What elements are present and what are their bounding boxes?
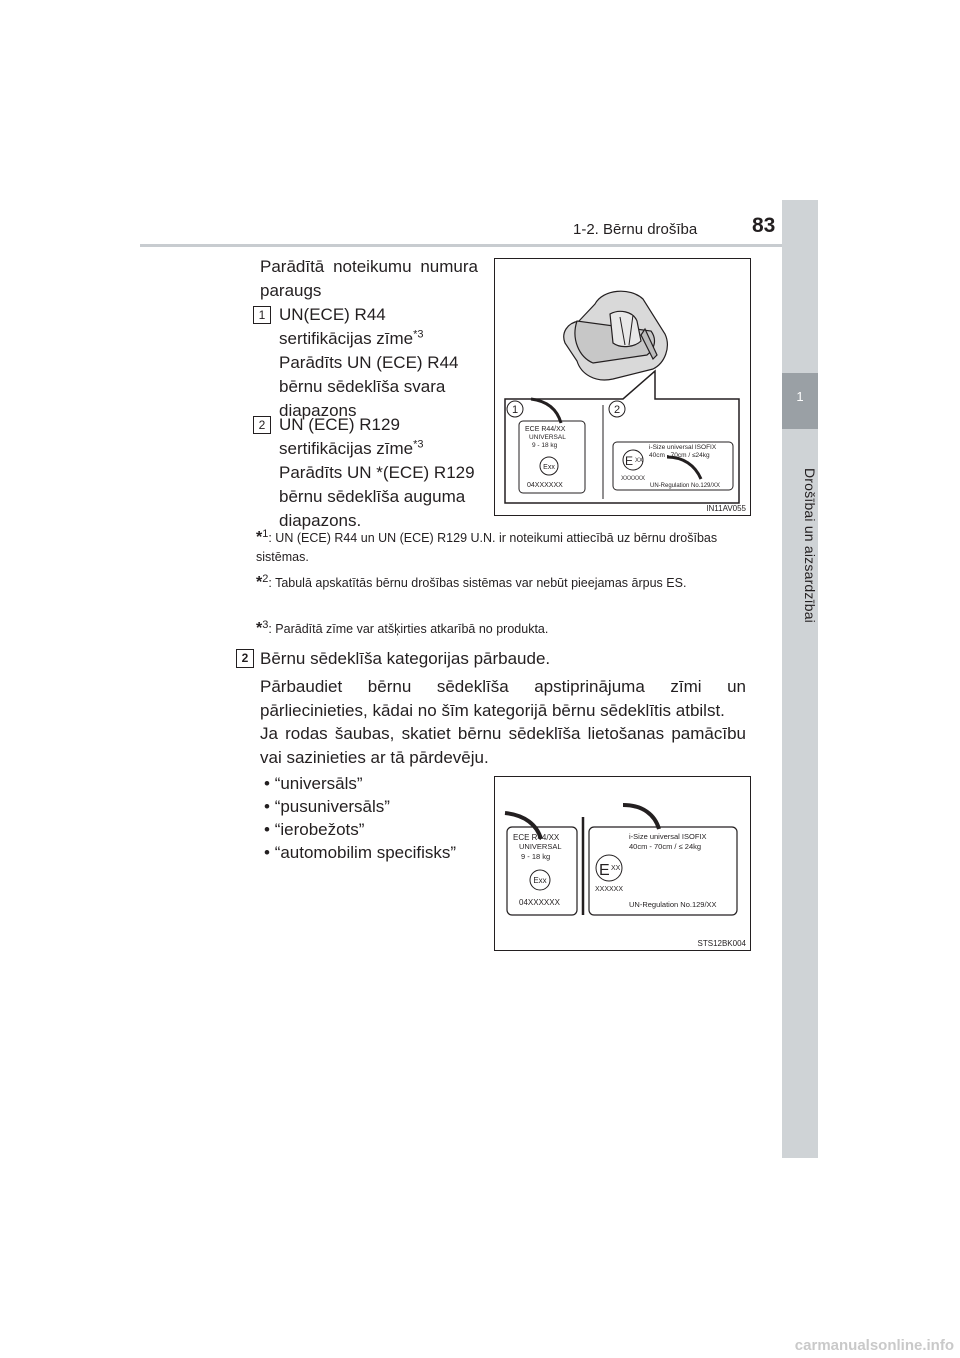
r44-line1: ECE R44/XX: [525, 426, 566, 433]
r44-emark: Exx: [543, 464, 555, 471]
chapter-title: Drošībai un aizsardzībai: [802, 467, 818, 623]
item-description-2: Parādīts UN *(ECE) R129 bērnu sēdeklīša auguma diapazons.: [279, 463, 475, 530]
approval-labels-illustration: [495, 777, 750, 950]
section-title: 1-2. Bērnu drošība: [573, 221, 698, 238]
r44-line2: UNIVERSAL: [529, 434, 566, 441]
r129-emark-e: E: [599, 862, 610, 879]
footnote-2: *$^2$: Tabulā apskatītās bērnu drošības sistēmas var nebūt pieejamas ārpus ES.: [256, 572, 687, 591]
category-list: [264, 772, 484, 864]
r129-line1: i-Size universal ISOFIX: [629, 832, 707, 841]
intro-text: Parādītā noteikumu numura paraugs: [260, 257, 478, 300]
item-title-1: UN(ECE) R44 sertifikācijas zīme$^{*3}$: [279, 305, 424, 348]
r44-approval: 04XXXXXX: [527, 482, 563, 489]
r44-line1: ECE R44/XX: [513, 833, 560, 842]
figure2-code: STS12BK004: [697, 939, 746, 948]
item-description-1: Parādīts UN (ECE) R44 bērnu sēdeklīša svara diapazons: [279, 353, 459, 420]
chapter-side-tab: [782, 200, 818, 1158]
step-title: Bērnu sēdeklīša kategorijas pārbaude.: [260, 649, 551, 668]
page-number: 83: [752, 214, 776, 237]
r44-approval: 04XXXXXX: [519, 898, 560, 907]
list-item: • “automobilim specifisks”: [264, 841, 484, 864]
item-title-2: UN (ECE) R129 sertifikācijas zīme$^{*3}$: [279, 415, 424, 458]
r129-regulation: UN-Regulation No.129/XX: [650, 483, 721, 489]
r129-regulation: UN-Regulation No.129/XX: [629, 900, 717, 909]
r44-line3: 9 - 18 kg: [521, 852, 551, 861]
r129-line2: 40cm - 70cm / ≤ 24kg: [629, 842, 702, 851]
r129-pointer-arrow: [623, 805, 659, 829]
r129-emark-xx: XX: [611, 865, 621, 872]
header-divider: [140, 244, 818, 247]
chapter-number: 1: [796, 389, 804, 404]
r44-emark: Exx: [533, 876, 547, 885]
figure1-code: IN11AV055: [706, 504, 746, 513]
item-number-1: 1: [253, 306, 271, 324]
footnote-1: *$^1$: UN (ECE) R44 un UN (ECE) R129 U.N. ir noteikumi attiecībā uz bērnu drošības sistēmas.: [256, 527, 718, 564]
r129-approval: XXXXXX: [621, 476, 646, 482]
r44-line3: 9 - 18 kg: [532, 442, 558, 449]
step-number: 2: [236, 649, 254, 668]
step-paragraph-1: Pārbaudiet bērnu sēdeklīša apstiprinājuma zīmi un pārliecinieties, kādai no šīm kategorijā bērnu sēdeklītis atbilst.: [260, 677, 746, 720]
callout-1-number: 1: [511, 404, 519, 416]
list-item: • “ierobežots”: [264, 818, 484, 841]
r129-emark-e: E: [625, 454, 634, 468]
list-item: • “pusuniversāls”: [264, 795, 484, 818]
r129-line2: 40cm - 70cm / ≤24kg: [649, 452, 710, 459]
footnote-3: *$^3$: Parādītā zīme var atšķirties atkarībā no produkta.: [256, 618, 549, 637]
figure-approval-labels: [494, 776, 751, 951]
item-number-2: 2: [253, 416, 271, 434]
r129-emark-xx: XX: [635, 458, 644, 464]
step-paragraph-2: Ja rodas šaubas, skatiet bērnu sēdeklīša lietošanas pamācību vai sazinieties ar tā pārdevēju.: [260, 724, 746, 767]
watermark: carmanualsonline.info: [794, 1337, 954, 1354]
list-item: • “universāls”: [264, 772, 484, 795]
r129-approval: XXXXXX: [595, 886, 624, 893]
figure-child-seat-labels: [494, 258, 751, 516]
child-seat-illustration: [495, 259, 750, 515]
r44-line2: UNIVERSAL: [519, 842, 562, 851]
callout-2-number: 2: [613, 404, 621, 416]
r129-line1: i-Size universal ISOFIX: [649, 444, 717, 451]
